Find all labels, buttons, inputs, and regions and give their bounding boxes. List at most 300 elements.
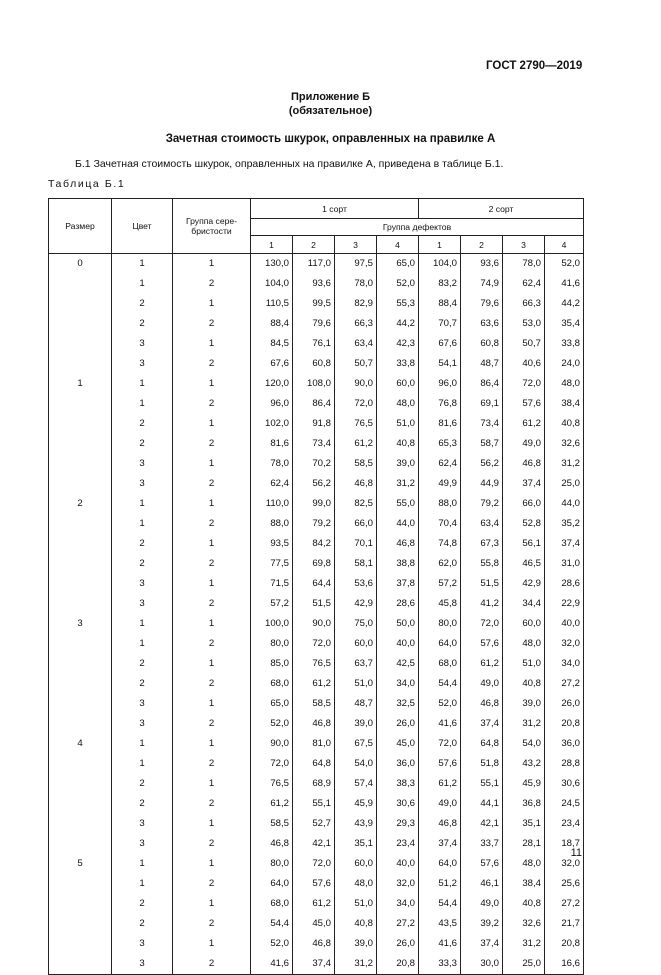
g2-d2-cell: 69,1	[461, 394, 503, 414]
color-cell: 3	[112, 334, 173, 354]
table-row	[49, 594, 584, 614]
g2-d3-cell: 45,9	[503, 774, 545, 794]
color-cell: 3	[112, 594, 173, 614]
g2-d1-cell: 70,4	[419, 514, 461, 534]
g2-d3-cell: 78,0	[503, 254, 545, 275]
silver-group-cell: 2	[173, 794, 251, 814]
size-cell	[49, 894, 112, 914]
g1-d2-cell: 72,0	[293, 634, 335, 654]
g2-d3-cell: 50,7	[503, 334, 545, 354]
g1-d2-cell: 117,0	[293, 254, 335, 275]
size-cell	[49, 274, 112, 294]
g2-d1-cell: 49,9	[419, 474, 461, 494]
g1-d4-cell: 39,0	[377, 454, 419, 474]
section-heading: Зачетная стоимость шкурок, оправленных на правилке А	[165, 133, 496, 145]
g1-d2-cell: 37,4	[293, 954, 335, 975]
g2-d1-cell: 70,7	[419, 314, 461, 334]
g2-d4-cell: 37,4	[545, 534, 584, 554]
g1-d2-cell: 72,0	[293, 854, 335, 874]
g2-d3-cell: 32,6	[503, 914, 545, 934]
g1-d3-cell: 35,1	[335, 834, 377, 854]
g1-d3-cell: 82,9	[335, 294, 377, 314]
g2-d2-cell: 48,7	[461, 354, 503, 374]
g1-d2-cell: 51,5	[293, 594, 335, 614]
g2-d4-cell: 41,6	[545, 274, 584, 294]
g1-d1-cell: 68,0	[251, 894, 293, 914]
table-row	[49, 394, 584, 414]
g2-d4-cell: 25,6	[545, 874, 584, 894]
g1-d1-cell: 81,6	[251, 434, 293, 454]
g2-d4-cell: 21,7	[545, 914, 584, 934]
g2-d4-cell: 23,4	[545, 814, 584, 834]
g2-d1-cell: 76,8	[419, 394, 461, 414]
color-cell: 2	[112, 414, 173, 434]
size-cell	[49, 394, 112, 414]
g2-d2-cell: 44,1	[461, 794, 503, 814]
size-cell	[49, 294, 112, 314]
color-cell: 1	[112, 394, 173, 414]
g1-d3-cell: 58,5	[335, 454, 377, 474]
g2-d4-cell: 44,2	[545, 294, 584, 314]
g1-d4-cell: 65,0	[377, 254, 419, 275]
g1-d4-cell: 26,0	[377, 934, 419, 954]
g1-d4-cell: 50,0	[377, 614, 419, 634]
g1-d4-cell: 51,0	[377, 414, 419, 434]
g2-d4-cell: 48,0	[545, 374, 584, 394]
table-row	[49, 254, 584, 275]
g2-d1-cell: 65,3	[419, 434, 461, 454]
g2-d3-cell: 51,0	[503, 654, 545, 674]
g1-d4-cell: 34,0	[377, 894, 419, 914]
silver-group-cell: 2	[173, 914, 251, 934]
color-cell: 1	[112, 874, 173, 894]
color-cell: 1	[112, 254, 173, 275]
size-cell: 0	[49, 254, 112, 275]
header-defect-col: 2	[461, 236, 503, 254]
size-cell	[49, 694, 112, 714]
g2-d3-cell: 25,0	[503, 954, 545, 975]
g2-d1-cell: 51,2	[419, 874, 461, 894]
g1-d3-cell: 42,9	[335, 594, 377, 614]
g2-d4-cell: 27,2	[545, 894, 584, 914]
g1-d2-cell: 93,6	[293, 274, 335, 294]
g2-d1-cell: 64,0	[419, 854, 461, 874]
g2-d3-cell: 39,0	[503, 694, 545, 714]
table-row	[49, 414, 584, 434]
g1-d4-cell: 44,0	[377, 514, 419, 534]
color-cell: 1	[112, 854, 173, 874]
g1-d1-cell: 85,0	[251, 654, 293, 674]
g1-d1-cell: 71,5	[251, 574, 293, 594]
size-cell	[49, 814, 112, 834]
g1-d3-cell: 54,0	[335, 754, 377, 774]
g2-d1-cell: 62,0	[419, 554, 461, 574]
g2-d4-cell: 24,0	[545, 354, 584, 374]
g1-d3-cell: 57,4	[335, 774, 377, 794]
g1-d2-cell: 99,5	[293, 294, 335, 314]
size-cell	[49, 554, 112, 574]
g1-d3-cell: 48,7	[335, 694, 377, 714]
price-table	[48, 198, 584, 975]
size-cell	[49, 574, 112, 594]
g2-d2-cell: 63,4	[461, 514, 503, 534]
header-defect-col: 4	[545, 236, 584, 254]
table-row	[49, 714, 584, 734]
g2-d2-cell: 30,0	[461, 954, 503, 975]
silver-group-cell: 1	[173, 254, 251, 275]
g1-d4-cell: 40,0	[377, 854, 419, 874]
table-row	[49, 954, 584, 975]
silver-group-cell: 2	[173, 434, 251, 454]
g2-d1-cell: 88,0	[419, 494, 461, 514]
g1-d3-cell: 50,7	[335, 354, 377, 374]
header-defect-col: 1	[419, 236, 461, 254]
g1-d4-cell: 33,8	[377, 354, 419, 374]
table-row	[49, 354, 584, 374]
g2-d2-cell: 55,8	[461, 554, 503, 574]
g2-d1-cell: 104,0	[419, 254, 461, 275]
size-cell	[49, 334, 112, 354]
g2-d4-cell: 22,9	[545, 594, 584, 614]
g2-d4-cell: 35,4	[545, 314, 584, 334]
silver-group-cell: 1	[173, 734, 251, 754]
size-cell	[49, 514, 112, 534]
g1-d4-cell: 23,4	[377, 834, 419, 854]
table-row	[49, 554, 584, 574]
silver-group-cell: 1	[173, 614, 251, 634]
g2-d3-cell: 60,0	[503, 614, 545, 634]
silver-group-cell: 1	[173, 374, 251, 394]
table-row	[49, 854, 584, 874]
g1-d3-cell: 58,1	[335, 554, 377, 574]
header-size: Размер	[49, 199, 112, 254]
g2-d3-cell: 40,8	[503, 894, 545, 914]
silver-group-cell: 1	[173, 894, 251, 914]
g2-d1-cell: 37,4	[419, 834, 461, 854]
g1-d2-cell: 61,2	[293, 674, 335, 694]
g2-d1-cell: 54,1	[419, 354, 461, 374]
g1-d3-cell: 66,3	[335, 314, 377, 334]
g2-d1-cell: 72,0	[419, 734, 461, 754]
table-row	[49, 814, 584, 834]
g2-d1-cell: 80,0	[419, 614, 461, 634]
g2-d4-cell: 31,2	[545, 454, 584, 474]
size-cell	[49, 454, 112, 474]
table-row	[49, 374, 584, 394]
size-cell	[49, 934, 112, 954]
g2-d3-cell: 48,0	[503, 634, 545, 654]
g1-d3-cell: 90,0	[335, 374, 377, 394]
silver-group-cell: 2	[173, 314, 251, 334]
header-defect-col: 3	[503, 236, 545, 254]
g2-d2-cell: 58,7	[461, 434, 503, 454]
g1-d3-cell: 61,2	[335, 434, 377, 454]
g1-d3-cell: 46,8	[335, 474, 377, 494]
table-row	[49, 674, 584, 694]
g1-d4-cell: 60,0	[377, 374, 419, 394]
g1-d3-cell: 97,5	[335, 254, 377, 275]
g1-d1-cell: 67,6	[251, 354, 293, 374]
g2-d2-cell: 57,6	[461, 854, 503, 874]
silver-group-cell: 1	[173, 494, 251, 514]
g1-d2-cell: 58,5	[293, 694, 335, 714]
g2-d2-cell: 46,8	[461, 694, 503, 714]
g1-d1-cell: 78,0	[251, 454, 293, 474]
g2-d3-cell: 62,4	[503, 274, 545, 294]
g2-d2-cell: 73,4	[461, 414, 503, 434]
g2-d4-cell: 44,0	[545, 494, 584, 514]
header-grade-2: 2 сорт	[419, 199, 584, 219]
table-row	[49, 914, 584, 934]
g1-d2-cell: 76,5	[293, 654, 335, 674]
size-cell	[49, 414, 112, 434]
color-cell: 1	[112, 734, 173, 754]
silver-group-cell: 2	[173, 474, 251, 494]
table-row	[49, 614, 584, 634]
g1-d3-cell: 51,0	[335, 894, 377, 914]
g2-d3-cell: 66,3	[503, 294, 545, 314]
g1-d1-cell: 80,0	[251, 634, 293, 654]
g1-d1-cell: 64,0	[251, 874, 293, 894]
g1-d4-cell: 42,3	[377, 334, 419, 354]
g1-d3-cell: 43,9	[335, 814, 377, 834]
g2-d4-cell: 32,0	[545, 634, 584, 654]
g1-d1-cell: 90,0	[251, 734, 293, 754]
g2-d3-cell: 46,5	[503, 554, 545, 574]
g2-d1-cell: 57,6	[419, 754, 461, 774]
silver-group-cell: 2	[173, 634, 251, 654]
header-silver-group: Группа сере-бристости	[173, 199, 251, 254]
g2-d2-cell: 60,8	[461, 334, 503, 354]
g1-d2-cell: 64,4	[293, 574, 335, 594]
g2-d1-cell: 67,6	[419, 334, 461, 354]
g2-d1-cell: 41,6	[419, 714, 461, 734]
g1-d1-cell: 80,0	[251, 854, 293, 874]
g1-d1-cell: 52,0	[251, 714, 293, 734]
table-body	[49, 254, 584, 975]
color-cell: 1	[112, 754, 173, 774]
g2-d3-cell: 66,0	[503, 494, 545, 514]
g1-d1-cell: 65,0	[251, 694, 293, 714]
silver-group-cell: 1	[173, 774, 251, 794]
g1-d1-cell: 104,0	[251, 274, 293, 294]
table-row	[49, 294, 584, 314]
silver-group-cell: 2	[173, 514, 251, 534]
g1-d1-cell: 61,2	[251, 794, 293, 814]
g1-d4-cell: 37,8	[377, 574, 419, 594]
silver-group-cell: 1	[173, 414, 251, 434]
size-cell	[49, 714, 112, 734]
g2-d3-cell: 40,6	[503, 354, 545, 374]
header-grade-1: 1 сорт	[251, 199, 419, 219]
color-cell: 3	[112, 814, 173, 834]
g2-d2-cell: 44,9	[461, 474, 503, 494]
g1-d3-cell: 60,0	[335, 854, 377, 874]
color-cell: 2	[112, 434, 173, 454]
g2-d2-cell: 86,4	[461, 374, 503, 394]
color-cell: 2	[112, 294, 173, 314]
g1-d1-cell: 77,5	[251, 554, 293, 574]
color-cell: 1	[112, 274, 173, 294]
table-row	[49, 694, 584, 714]
g2-d3-cell: 35,1	[503, 814, 545, 834]
size-cell: 4	[49, 734, 112, 754]
silver-group-cell: 2	[173, 714, 251, 734]
g1-d1-cell: 46,8	[251, 834, 293, 854]
annex-title: Приложение Б	[290, 91, 371, 103]
g2-d2-cell: 46,1	[461, 874, 503, 894]
size-cell	[49, 314, 112, 334]
annex-subtitle: (обязательное)	[288, 105, 373, 117]
g1-d2-cell: 46,8	[293, 934, 335, 954]
g2-d3-cell: 61,2	[503, 414, 545, 434]
g1-d2-cell: 79,2	[293, 514, 335, 534]
silver-group-cell: 2	[173, 554, 251, 574]
g1-d4-cell: 31,2	[377, 474, 419, 494]
table-row	[49, 474, 584, 494]
g1-d4-cell: 30,6	[377, 794, 419, 814]
table-row	[49, 494, 584, 514]
g1-d3-cell: 78,0	[335, 274, 377, 294]
g1-d3-cell: 72,0	[335, 394, 377, 414]
g2-d2-cell: 64,8	[461, 734, 503, 754]
color-cell: 3	[112, 834, 173, 854]
size-cell	[49, 954, 112, 975]
g1-d1-cell: 57,2	[251, 594, 293, 614]
g1-d4-cell: 46,8	[377, 534, 419, 554]
g1-d4-cell: 45,0	[377, 734, 419, 754]
silver-group-cell: 2	[173, 754, 251, 774]
g1-d4-cell: 42,5	[377, 654, 419, 674]
g2-d4-cell: 25,0	[545, 474, 584, 494]
g2-d2-cell: 49,0	[461, 894, 503, 914]
g2-d3-cell: 56,1	[503, 534, 545, 554]
table-row	[49, 534, 584, 554]
g2-d1-cell: 41,6	[419, 934, 461, 954]
g1-d1-cell: 58,5	[251, 814, 293, 834]
g2-d4-cell: 36,0	[545, 734, 584, 754]
g1-d3-cell: 45,9	[335, 794, 377, 814]
g2-d3-cell: 54,0	[503, 734, 545, 754]
table-row	[49, 314, 584, 334]
g2-d3-cell: 57,6	[503, 394, 545, 414]
g1-d2-cell: 46,8	[293, 714, 335, 734]
g1-d1-cell: 54,4	[251, 914, 293, 934]
g1-d4-cell: 34,0	[377, 674, 419, 694]
g2-d2-cell: 74,9	[461, 274, 503, 294]
g1-d1-cell: 130,0	[251, 254, 293, 275]
g2-d3-cell: 31,2	[503, 714, 545, 734]
size-cell	[49, 634, 112, 654]
g2-d1-cell: 43,5	[419, 914, 461, 934]
g2-d2-cell: 57,6	[461, 634, 503, 654]
g1-d3-cell: 63,7	[335, 654, 377, 674]
silver-group-cell: 1	[173, 534, 251, 554]
table-caption: Таблица Б.1	[48, 178, 126, 190]
color-cell: 3	[112, 354, 173, 374]
g1-d3-cell: 67,5	[335, 734, 377, 754]
g2-d3-cell: 28,1	[503, 834, 545, 854]
g2-d3-cell: 40,8	[503, 674, 545, 694]
g1-d4-cell: 38,3	[377, 774, 419, 794]
g2-d4-cell: 20,8	[545, 934, 584, 954]
size-cell: 1	[49, 374, 112, 394]
g1-d4-cell: 44,2	[377, 314, 419, 334]
g1-d2-cell: 86,4	[293, 394, 335, 414]
g1-d3-cell: 63,4	[335, 334, 377, 354]
g1-d4-cell: 32,5	[377, 694, 419, 714]
g1-d3-cell: 39,0	[335, 714, 377, 734]
size-cell: 3	[49, 614, 112, 634]
g2-d2-cell: 72,0	[461, 614, 503, 634]
g2-d1-cell: 83,2	[419, 274, 461, 294]
g1-d1-cell: 102,0	[251, 414, 293, 434]
silver-group-cell: 1	[173, 294, 251, 314]
g1-d4-cell: 40,0	[377, 634, 419, 654]
g1-d4-cell: 55,0	[377, 494, 419, 514]
silver-group-cell: 2	[173, 354, 251, 374]
color-cell: 1	[112, 614, 173, 634]
header-defect-col: 3	[335, 236, 377, 254]
g1-d4-cell: 52,0	[377, 274, 419, 294]
g1-d3-cell: 70,1	[335, 534, 377, 554]
g2-d4-cell: 31,0	[545, 554, 584, 574]
g2-d1-cell: 57,2	[419, 574, 461, 594]
g2-d4-cell: 27,2	[545, 674, 584, 694]
g1-d2-cell: 61,2	[293, 894, 335, 914]
g2-d3-cell: 34,4	[503, 594, 545, 614]
silver-group-cell: 1	[173, 814, 251, 834]
silver-group-cell: 2	[173, 394, 251, 414]
silver-group-cell: 1	[173, 334, 251, 354]
g2-d2-cell: 41,2	[461, 594, 503, 614]
g2-d1-cell: 46,8	[419, 814, 461, 834]
size-cell	[49, 534, 112, 554]
color-cell: 1	[112, 514, 173, 534]
silver-group-cell: 1	[173, 934, 251, 954]
color-cell: 2	[112, 534, 173, 554]
g1-d1-cell: 88,4	[251, 314, 293, 334]
table-row	[49, 874, 584, 894]
size-cell	[49, 794, 112, 814]
g2-d4-cell: 28,6	[545, 574, 584, 594]
g2-d2-cell: 79,2	[461, 494, 503, 514]
g2-d2-cell: 39,2	[461, 914, 503, 934]
color-cell: 2	[112, 674, 173, 694]
g1-d2-cell: 52,7	[293, 814, 335, 834]
g2-d4-cell: 32,0	[545, 854, 584, 874]
silver-group-cell: 2	[173, 954, 251, 975]
g1-d1-cell: 96,0	[251, 394, 293, 414]
g1-d4-cell: 29,3	[377, 814, 419, 834]
g1-d2-cell: 64,8	[293, 754, 335, 774]
color-cell: 2	[112, 894, 173, 914]
table-row	[49, 454, 584, 474]
table-row	[49, 274, 584, 294]
g2-d3-cell: 52,8	[503, 514, 545, 534]
color-cell: 3	[112, 454, 173, 474]
table-row	[49, 834, 584, 854]
g1-d3-cell: 51,0	[335, 674, 377, 694]
g2-d2-cell: 37,4	[461, 934, 503, 954]
g2-d2-cell: 79,6	[461, 294, 503, 314]
g1-d2-cell: 69,8	[293, 554, 335, 574]
g1-d1-cell: 100,0	[251, 614, 293, 634]
g1-d2-cell: 68,9	[293, 774, 335, 794]
size-cell	[49, 874, 112, 894]
g1-d3-cell: 53,6	[335, 574, 377, 594]
g2-d4-cell: 20,8	[545, 714, 584, 734]
